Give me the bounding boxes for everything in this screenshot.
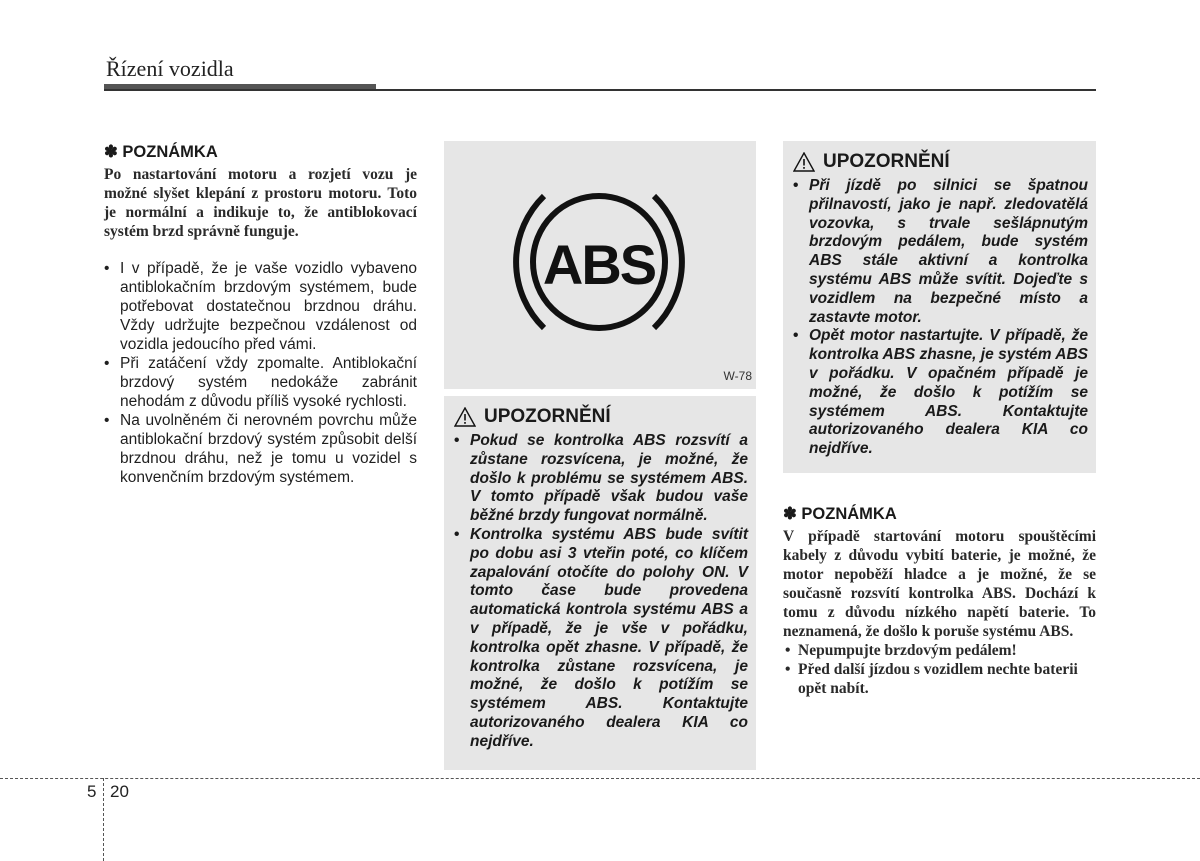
warning-heading <box>793 151 1096 173</box>
section-number: 5 <box>87 782 97 801</box>
warning-list <box>444 432 756 752</box>
list-item: • Pokud se kontrolka ABS rozsvítí a zůstane rozsvícena, je možné, že došlo k problému se systémem ABS. V tomto případě však budou vaše běžné brzdy fungovat normálně. <box>454 432 748 526</box>
list-item: • Při zatáčení vždy zpomalte. Antiblokační brzdový systém nedokáže zabránit nehodám z důvodu příliš vysoké rychlosti. <box>104 354 417 411</box>
list-item: • Před další jízdou s vozidlem nechte baterii opět nabít. <box>783 660 1096 698</box>
warning-heading-text: UPOZORNĚNÍ <box>484 406 611 427</box>
note-heading: ✽ POZNÁMKA <box>783 505 897 523</box>
abs-warning-lamp-icon <box>444 141 756 389</box>
footer-divider <box>0 778 1200 779</box>
header-rule <box>104 89 1096 91</box>
note-section-2 <box>783 504 1096 698</box>
list-item: • I v případě, že je vaše vozidlo vybaveno antiblokačním brzdovým systémem, bude potřebovat dostatečnou brzdnou dráhu. Vždy udržujte bezpečnou vzdálenost od vozidla jedoucího před vámi. <box>104 259 417 354</box>
warning-box-2 <box>783 141 1096 473</box>
abs-figure <box>444 141 756 389</box>
footer-vertical-divider <box>103 778 104 861</box>
list-item: • Při jízdě po silnici se špatnou přilnavostí, jako je např. zledovatělá vozovka, s trvale sešlápnutým brzdovým pedálem, bude systém ABS stále aktivní a kontrolka systému ABS může svítit. Dojeďte s vozidlem na bezpečné místo a zastavte motor. <box>793 177 1088 327</box>
figure-code: W-78 <box>723 369 752 383</box>
note-bullet-list <box>104 259 417 487</box>
note-bullet-list <box>783 641 1096 698</box>
page-title: Řízení vozidla <box>106 56 234 81</box>
warning-triangle-icon <box>454 407 476 427</box>
list-item: • Na uvolněném či nerovném povrchu může antiblokační brzdový systém způsobit delší brzdnou dráhu, než je tomu u vozidel s konvenčním brzdovým systémem. <box>104 411 417 487</box>
note-intro: Po nastartování motoru a rozjetí vozu je možné slyšet klepání z prostoru motoru. Toto je normální a indikuje to, že antiblokovací systém brzd správně funguje. <box>104 166 417 240</box>
note-text: V případě startování motoru spouštěcími kabely z důvodu vybití baterie, je možné, že motor nepoběží hladce a je možné, že se současně rozsvítí kontrolka ABS. Dochází k tomu z důvodu nízkého napětí baterie. To neznamená, že došlo k poruše systému ABS. <box>783 528 1096 640</box>
note-heading: ✽ POZNÁMKA <box>104 143 218 161</box>
warning-box-1 <box>444 396 756 770</box>
list-item: • Nepumpujte brzdovým pedálem! <box>783 641 1096 660</box>
note-column <box>104 142 417 487</box>
list-item: • Kontrolka systému ABS bude svítit po dobu asi 3 vteřin poté, co klíčem zapalování otočíte do polohy ON. V tomto čase bude provedena automatická kontrola systému ABS a v případě, že je vše v pořádku, kontrolka opět zhasne. V případě, že kontrolka zůstane rozsvícena, je možné, že došlo k potížím se systémem ABS. Kontaktujte autorizovaného dealera KIA co nejdříve. <box>454 526 748 752</box>
list-item: • Opět motor nastartujte. V případě, že kontrolka ABS zhasne, je systém ABS v pořádku. V opačném případě je možné, že došlo k potížím se systémem ABS. Kontaktujte autorizovaného dealera KIA co nejdříve. <box>793 327 1088 459</box>
warning-heading-text: UPOZORNĚNÍ <box>823 151 950 172</box>
warning-heading <box>454 406 756 428</box>
warning-list <box>783 177 1096 459</box>
page-number: 20 <box>110 782 129 801</box>
abs-symbol-text: ABS <box>542 233 656 296</box>
warning-triangle-icon <box>793 152 815 172</box>
